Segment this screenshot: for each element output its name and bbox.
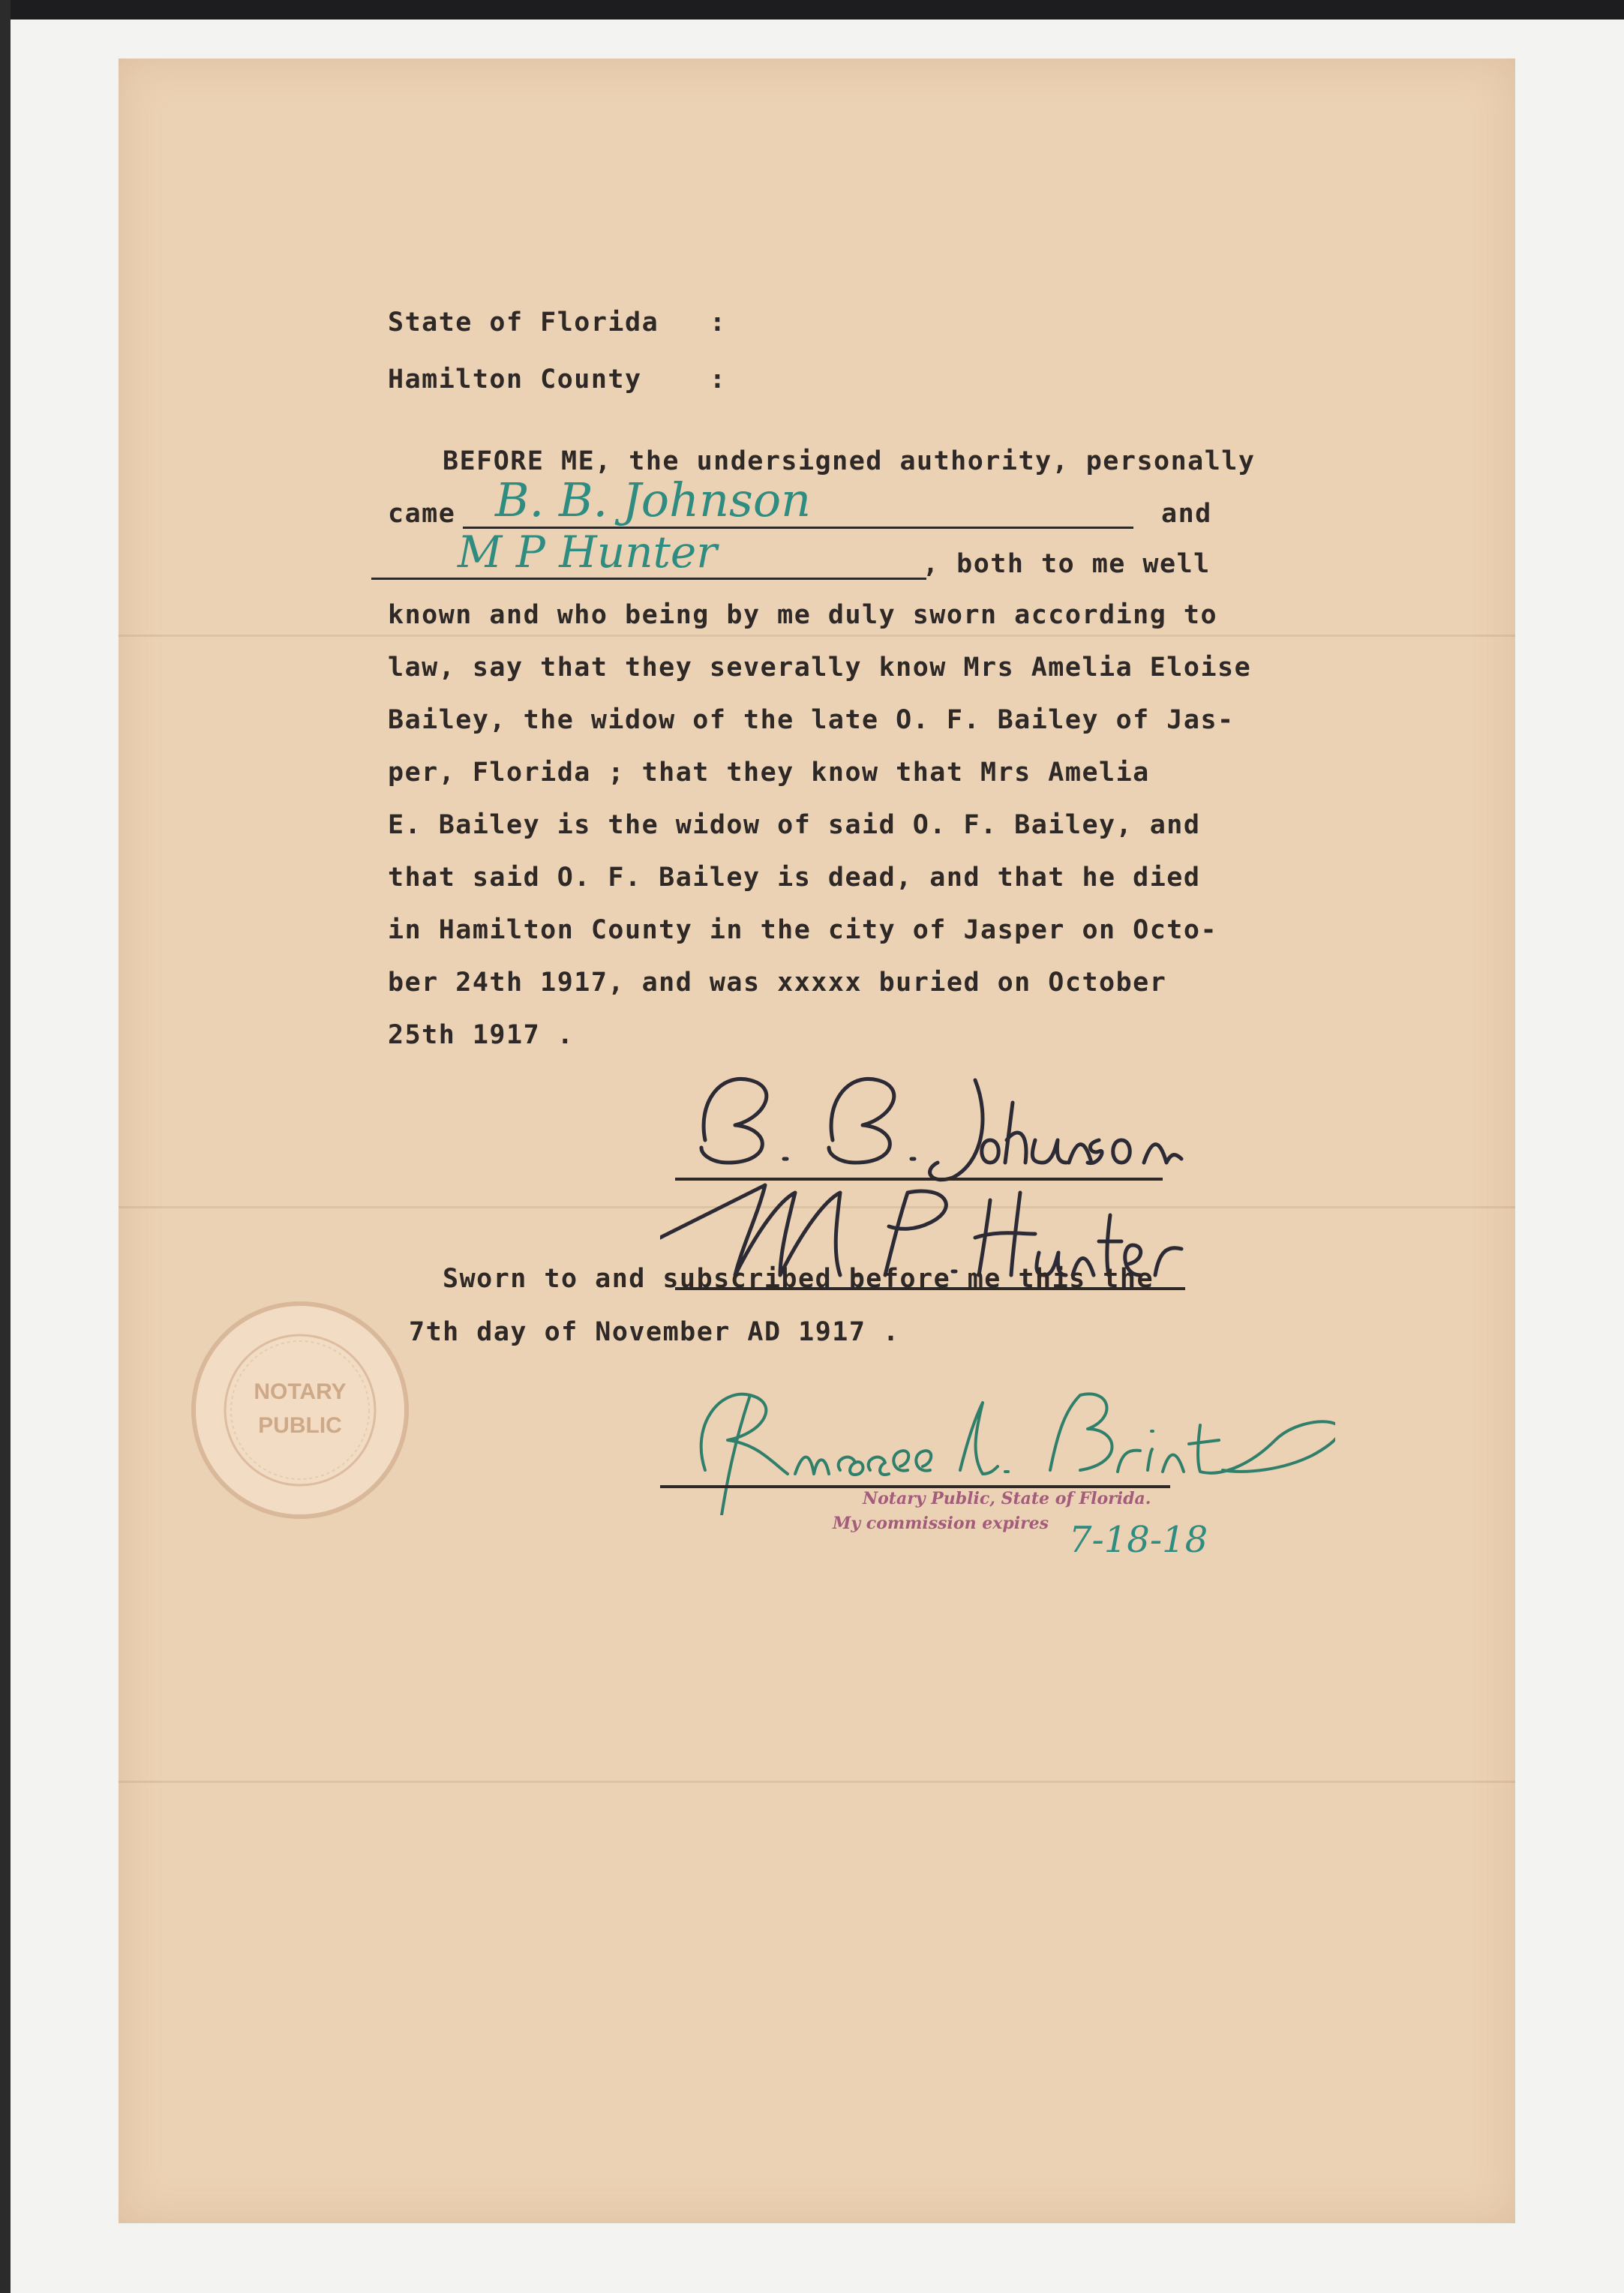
body-line-3-tail: , both to me well (923, 549, 1211, 579)
jurat-line-2: 7th day of November AD 1917 . (409, 1317, 900, 1347)
svg-text:NOTARY: NOTARY (254, 1379, 347, 1404)
body-line-9: that said O. F. Bailey is dead, and that he died (388, 863, 1201, 893)
affiant-1-handwritten: B. B. Johnson (495, 473, 812, 527)
notary-expiry-date: 7-18-18 (1069, 1519, 1208, 1561)
body-line-12: 25th 1917 . (388, 1020, 575, 1050)
fold-line (119, 635, 1515, 637)
scan-edge-left (0, 0, 11, 2293)
state-line: State of Florida : (388, 308, 727, 338)
county-line: Hamilton County : (388, 365, 727, 395)
affiant-2-blank (371, 578, 926, 580)
body-line-5: law, say that they severally know Mrs Amelia Eloise (388, 653, 1252, 683)
body-came: came (388, 499, 456, 529)
jurat-line-1: Sworn to and subscribed before me this the (443, 1264, 1154, 1294)
notary-stamp-line-1: Notary Public, State of Florida. (863, 1489, 1151, 1508)
notary-stamp-line-2: My commission expires (833, 1514, 1049, 1533)
fold-line (119, 1781, 1515, 1783)
body-line-11: ber 24th 1917, and was xxxxx buried on October (388, 968, 1167, 998)
scan-edge-top (0, 0, 1624, 20)
body-line-7: per, Florida ; that they know that Mrs Amelia (388, 758, 1150, 788)
body-line-4: known and who being by me duly sworn according to (388, 600, 1218, 630)
body-line-10: in Hamilton County in the city of Jasper on Octo- (388, 915, 1218, 945)
notary-seal (180, 1290, 420, 1530)
body-line-1: BEFORE ME, the undersigned authority, personally (443, 446, 1256, 476)
body-and: and (1161, 499, 1212, 529)
svg-text:PUBLIC: PUBLIC (258, 1413, 342, 1438)
body-line-6: Bailey, the widow of the late O. F. Bailey of Jas- (388, 705, 1235, 735)
body-line-8: E. Bailey is the widow of said O. F. Bailey, and (388, 810, 1201, 840)
affiant-2-handwritten: M P Hunter (458, 527, 717, 578)
